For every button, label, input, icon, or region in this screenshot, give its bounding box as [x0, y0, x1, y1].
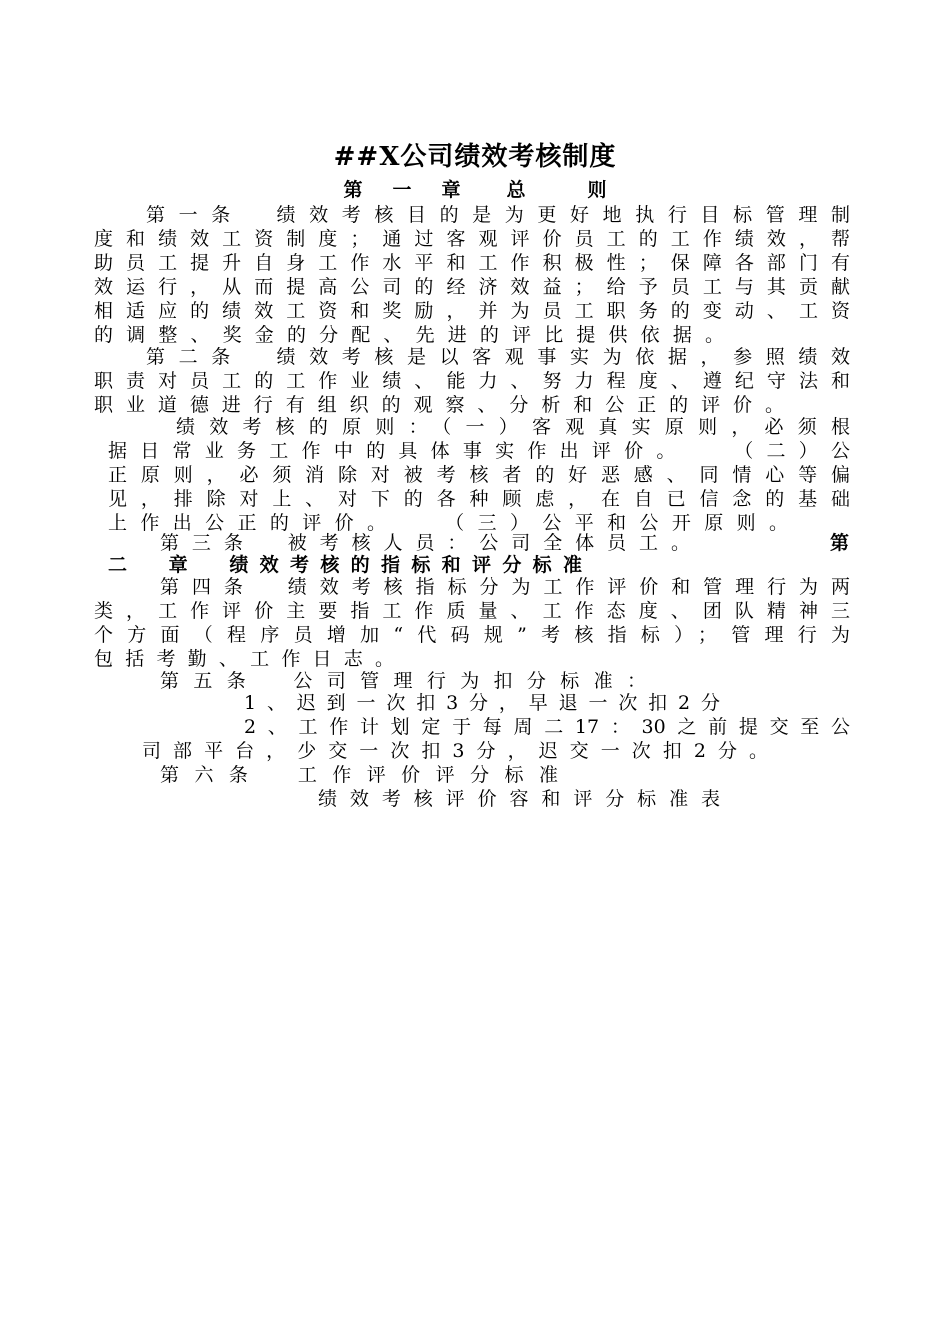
paragraph-line: 度和绩效工资制度；通过客观评价员工的工作绩效，帮	[94, 228, 850, 250]
document-title: ##X公司绩效考核制度	[333, 142, 617, 172]
paragraph-line: 上作出公正的评价。 （三）公平和公开原则。	[108, 512, 788, 534]
paragraph-line: 第六条 工作评价评分标准	[160, 764, 558, 786]
paragraph-line: 助员工提升自身工作水平和工作积极性；保障各部门有	[94, 252, 850, 274]
paragraph-line: 第五条 公司管理行为扣分标准：	[160, 670, 646, 692]
paragraph-line: 司部平台，少交一次扣3分，迟交一次扣2分。	[142, 740, 768, 762]
table-caption: 绩效考核评价容和评分标准表	[318, 788, 720, 810]
chapter-2-heading-start: 第	[830, 532, 850, 554]
paragraph-line: 包括考勤、工作日志。	[94, 648, 394, 670]
list-item: 1、迟到一次扣3分，早退一次扣2分	[244, 692, 720, 714]
paragraph-line: 绩效考核的原则：（一）客观真实原则，必须根	[176, 416, 850, 438]
paragraph-line: 据日常业务工作中的具体事实作出评价。 （二）公	[108, 440, 850, 462]
paragraph-line: 类，工作评价主要指工作质量、工作态度、团队精神三	[94, 600, 850, 622]
list-item: 2、工作计划定于每周二17：30之前提交至公	[244, 716, 850, 738]
paragraph-line: 正原则，必须消除对被考核者的好恶感、同情心等偏	[108, 464, 850, 486]
paragraph-line: 效运行，从而提高公司的经济效益；给予员工与其贡献	[94, 276, 850, 298]
chapter-1-heading	[0, 177, 950, 203]
chapter-1-heading-char: 则	[587, 179, 607, 201]
chapter-1-heading-char: 一	[392, 179, 412, 201]
chapter-1-heading-char: 总	[506, 179, 526, 201]
paragraph-line: 的调整、奖金的分配、先进的评比提供依据。	[94, 324, 724, 346]
paragraph-line: 相适应的绩效工资和奖励，并为员工职务的变动、工资	[94, 300, 850, 322]
paragraph-line: 第一条 绩效考核目的是为更好地执行目标管理制	[146, 204, 850, 226]
paragraph-line: 第三条 被考核人员：公司全体员工。	[160, 532, 690, 554]
paragraph-line: 第二条 绩效考核是以客观事实为依据，参照绩效	[146, 346, 850, 368]
paragraph-line: 个方面（程序员增加“代码规”考核指标）；管理行为	[94, 624, 850, 646]
paragraph-line: 见，排除对上、对下的各种顾虑，在自已信念的基础	[108, 488, 850, 510]
paragraph-line: 第四条 绩效考核指标分为工作评价和管理行为两	[160, 576, 850, 598]
paragraph-line: 职业道德进行有组织的观察、分析和公正的评价。	[94, 394, 784, 416]
chapter-1-heading-char: 第	[343, 179, 363, 201]
chapter-2-heading: 二 章 绩效考核的指标和评分标准	[108, 554, 582, 576]
paragraph-line: 职责对员工的工作业绩、能力、努力程度、遵纪守法和	[94, 370, 850, 392]
chapter-1-heading-char: 章	[441, 179, 461, 201]
